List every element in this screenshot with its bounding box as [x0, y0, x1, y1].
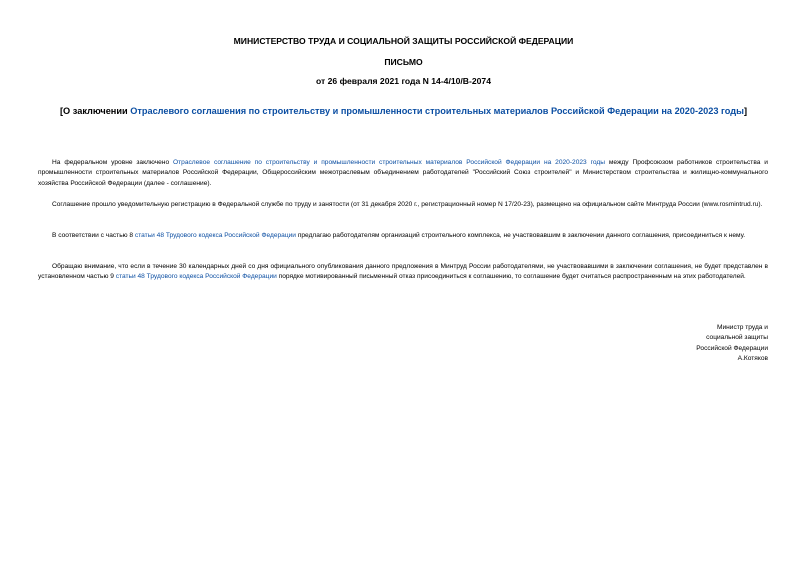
agreement-link-inline[interactable]: Отраслевое соглашение по строительству и промышленности строительных материалов Российской Федерации на 2020-2023 годы	[173, 159, 605, 166]
ministry-title: МИНИСТЕРСТВО ТРУДА И СОЦИАЛЬНОЙ ЗАЩИТЫ РОССИЙСКОЙ ФЕДЕРАЦИИ	[233, 36, 574, 46]
paragraph-notice	[38, 262, 768, 283]
labor-code-article-48-link[interactable]: статьи 48 Трудового кодекса Российской Федерации	[134, 232, 296, 239]
signatory-name: А.Котяков	[737, 355, 768, 363]
subject-prefix: [О заключении	[60, 106, 131, 116]
paragraph-text: между Профсоюзом работников строительства и промышленности строительных материалов Российской Федерации, Общероссийским межотраслевым объединением работодателей "Российский Союз строителей" и Министерством строительства и жилищно-коммунального хозяйства Российской Федерации (далее - соглашение).	[38, 159, 768, 187]
subject-suffix: ]	[743, 106, 747, 116]
paragraph-text: порядке мотивированный письменный отказ присоединиться к соглашению, то соглашение будет считаться распространенным на этих работодателей.	[276, 273, 746, 281]
paragraph-registration: Соглашение прошло уведомительную регистрацию в Федеральной службе по труду и занятости (от 31 декабря 2020 г., регистрационный номер N 17/20-23), размещено на официальном сайте Минтруда России (www.rosmintrud.ru).	[52, 201, 763, 208]
signature-position-line-3: Российской Федерации	[696, 344, 768, 352]
paragraph-text: Обращаю внимание, что если в течение 30 календарных дней со дня официального опубликования данного предложения в Минтруд России работодателями, не участвовавшими в заключении соглашения, не будет представлен в установленном частью 9	[38, 263, 768, 281]
signature-block	[608, 323, 768, 365]
agreement-link[interactable]: Отраслевого соглашения по строительству и промышленности строительных материалов Российской Федерации на 2020-2023 годы	[130, 106, 744, 116]
paragraph-agreement-concluded	[38, 158, 768, 189]
document-subject	[0, 106, 807, 116]
paragraph-text: В соответствии с частью 8	[52, 232, 135, 239]
signature-position-line-1: Министр труда и	[716, 324, 768, 331]
paragraph-text: предлагаю работодателям организаций строительного комплекса, не участвовавшим в заключении данного соглашения, присоединиться к нему.	[295, 232, 746, 239]
labor-code-article-48-link-2[interactable]: статьи 48 Трудового кодекса Российской Федерации	[115, 273, 277, 281]
signature-position-line-2: социальной защиты	[706, 334, 768, 342]
document-date-number: от 26 февраля 2021 года N 14-4/10/В-2074	[316, 76, 491, 86]
paragraph-proposal	[38, 231, 768, 241]
paragraph-text: На федеральном уровне заключено	[52, 159, 174, 166]
document-type: ПИСЬМО	[384, 57, 423, 67]
